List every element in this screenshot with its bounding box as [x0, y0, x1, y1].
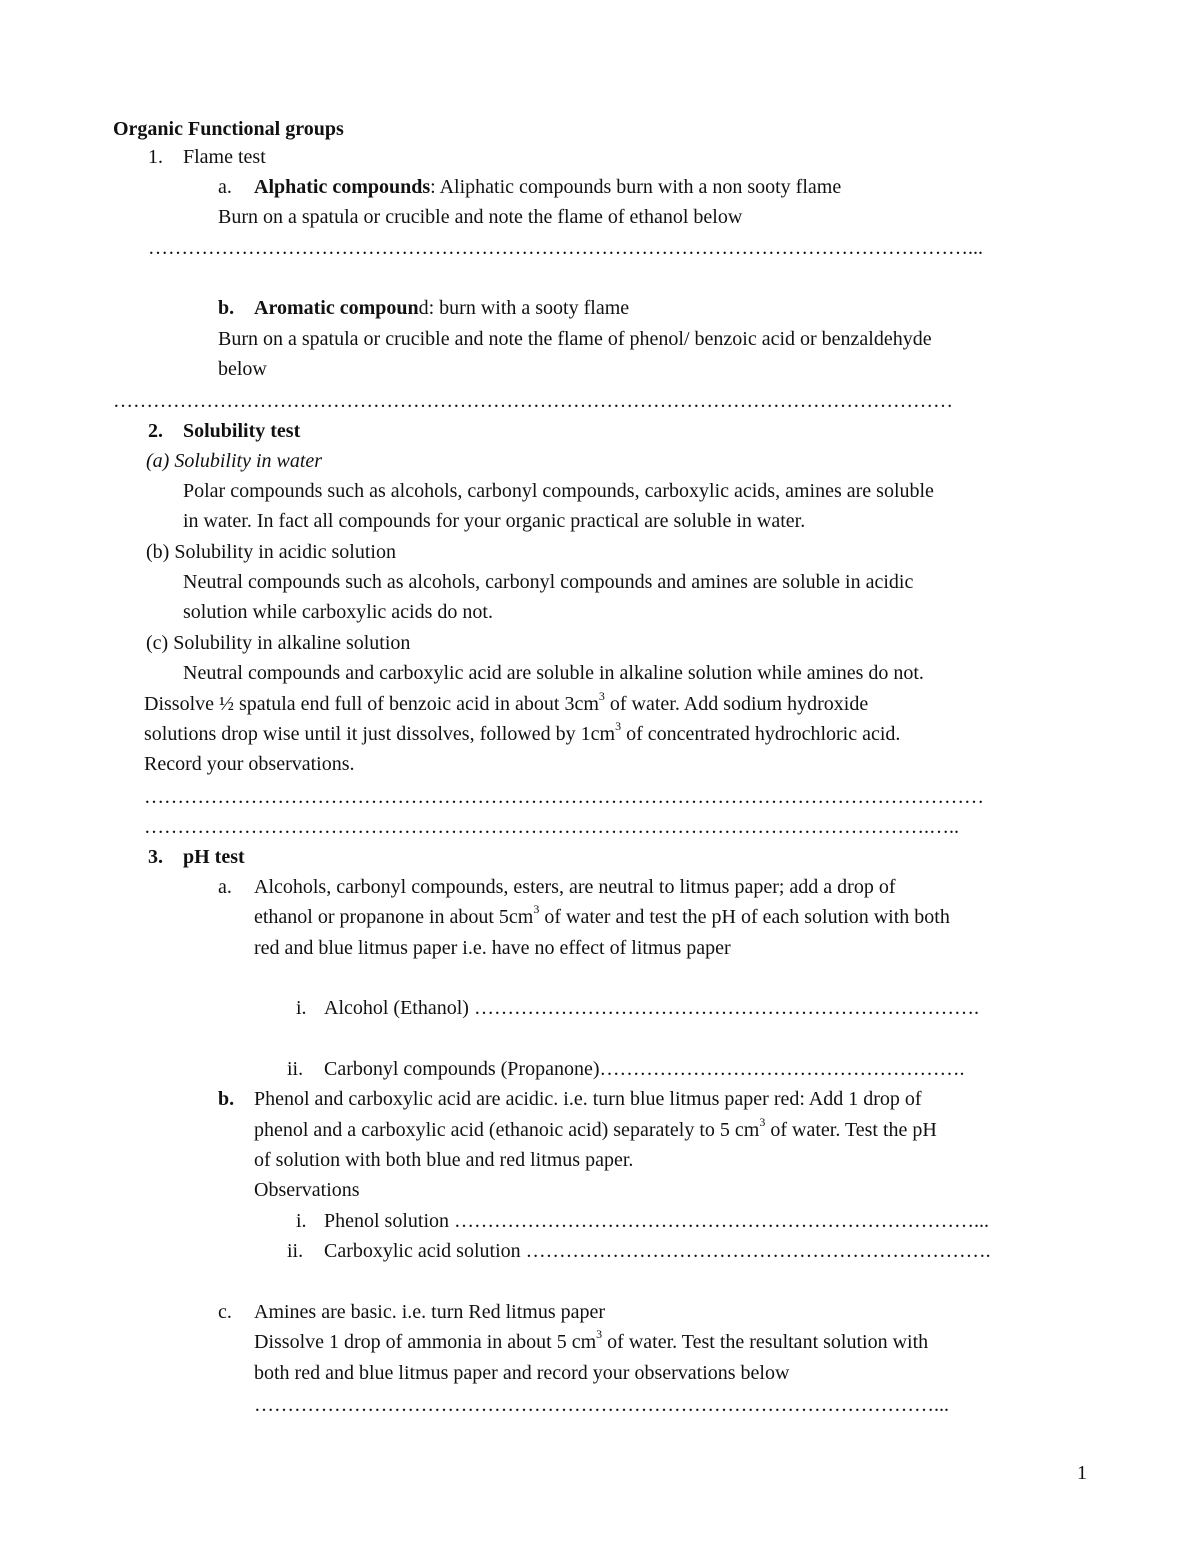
section-3b-i-marker: i. [296, 1210, 307, 1232]
section-2-procedure-2 [144, 719, 901, 746]
section-1b-instruction-cont: below [218, 358, 267, 380]
section-2a-text-2: in water. In fact all compounds for your organic practical are soluble in water. [183, 510, 806, 532]
section-3a-text-2a: ethanol or propanone in about 5cm [254, 906, 534, 928]
section-2b-text-1: Neutral compounds such as alcohols, carbonyl compounds and amines are soluble in acidic [183, 571, 914, 593]
section-3a-text-3: red and blue litmus paper i.e. have no effect of litmus paper [254, 937, 731, 959]
section-3-number: 3. [148, 846, 163, 868]
section-1a-term: Alphatic compounds [254, 176, 431, 198]
section-3a-ii-text: Carbonyl compounds (Propanone)………………………………………………. [324, 1058, 965, 1080]
section-3a-i-text: Alcohol (Ethanol) …………………………………………………………………. [324, 997, 979, 1019]
section-2c-text-1: Neutral compounds and carboxylic acid are soluble in alkaline solution while amines do not. [183, 662, 924, 684]
section-2b-label: (b) Solubility in acidic solution [146, 541, 396, 563]
section-2-heading: Solubility test [183, 420, 301, 442]
section-3b-marker: b. [218, 1088, 235, 1110]
section-3b-text-2a: phenol and a carboxylic acid (ethanoic acid) separately to 5 cm [254, 1119, 760, 1141]
section-3c-text-2b: of water. Test the resultant solution with [602, 1331, 929, 1353]
section-1a-text [254, 175, 841, 199]
section-3-heading: pH test [183, 846, 245, 868]
section-3a-text-2 [254, 902, 950, 929]
section-2-number: 2. [148, 420, 163, 442]
section-3a-marker: a. [218, 876, 232, 898]
section-3c-text-2 [254, 1327, 929, 1354]
section-3a-superscript: 3 [533, 902, 540, 917]
section-1b-answer-line: ……………………………………………………………………………………………………………… [113, 390, 953, 412]
section-3b-text-2b: of water. Test the pH [765, 1119, 937, 1141]
section-1-number: 1. [148, 146, 163, 168]
section-2b-text-2: solution while carboxylic acids do not. [183, 601, 493, 623]
section-1b-description: d: burn with a sooty flame [418, 297, 630, 319]
section-2c-label: (c) Solubility in alkaline solution [146, 632, 411, 654]
section-2a-text-1: Polar compounds such as alcohols, carbonyl compounds, carboxylic acids, amines are soluble [183, 480, 934, 502]
page-number: 1 [1077, 1462, 1087, 1484]
section-3b-ii-marker: ii. [287, 1240, 304, 1262]
section-2-procedure-3: Record your observations. [144, 753, 355, 775]
procedure-2-superscript: 3 [615, 719, 622, 734]
section-3c-text-1: Amines are basic. i.e. turn Red litmus paper [254, 1301, 606, 1323]
section-3c-marker: c. [218, 1301, 232, 1323]
procedure-1-text-b: of water. Add sodium hydroxide [604, 693, 869, 715]
procedure-2-text-b: of concentrated hydrochloric acid. [621, 723, 901, 745]
section-3a-text-2b: of water and test the pH of each solution with both [539, 906, 950, 928]
section-3b-text-1: Phenol and carboxylic acid are acidic. i.e. turn blue litmus paper red: Add 1 drop of [254, 1088, 922, 1110]
section-1a-description: : Aliphatic compounds burn with a non sooty flame [430, 176, 842, 198]
section-1b-term: Aromatic compoun [254, 297, 419, 319]
procedure-1-superscript: 3 [598, 689, 605, 704]
procedure-1-text-a: Dissolve ½ spatula end full of benzoic acid in about 3cm [144, 693, 599, 715]
section-1a-answer-line: ……………………………………………………………………………………………………………... [148, 237, 983, 259]
section-3c-text-2a: Dissolve 1 drop of ammonia in about 5 cm [254, 1331, 597, 1353]
section-3c-superscript: 3 [596, 1327, 603, 1342]
section-2-answer-line-2: ……………………………………………………………………………………………………….….. [144, 816, 959, 838]
section-2-procedure-1 [144, 689, 869, 716]
section-1b-text [254, 296, 629, 320]
section-3b-text-2 [254, 1115, 937, 1142]
section-1a-marker: a. [218, 176, 232, 198]
section-3b-text-3: of solution with both blue and red litmus paper. [254, 1149, 634, 1171]
section-3c-text-3: both red and blue litmus paper and record your observations below [254, 1362, 790, 1384]
section-1b-marker: b. [218, 297, 235, 319]
section-3a-text-1: Alcohols, carbonyl compounds, esters, are neutral to litmus paper; add a drop of [254, 876, 896, 898]
section-1-heading: Flame test [183, 146, 266, 168]
section-3c-answer-line: …………………………………………………………………………………………... [254, 1394, 949, 1416]
section-3b-superscript: 3 [759, 1115, 766, 1130]
section-2a-label: (a) Solubility in water [146, 450, 323, 472]
section-3b-ii-text: Carboxylic acid solution ……………………………………………………………. [324, 1240, 991, 1262]
section-3a-ii-marker: ii. [287, 1058, 304, 1080]
section-1b-instruction: Burn on a spatula or crucible and note the flame of phenol/ benzoic acid or benzaldehyde [218, 328, 932, 350]
section-2-answer-line-1: ……………………………………………………………………………………………………………… [144, 786, 984, 808]
document-title: Organic Functional groups [113, 118, 344, 140]
section-3a-i-marker: i. [296, 997, 307, 1019]
procedure-2-text-a: solutions drop wise until it just dissolves, followed by 1cm [144, 723, 616, 745]
section-3b-observations-label: Observations [254, 1179, 360, 1201]
section-1a-instruction: Burn on a spatula or crucible and note the flame of ethanol below [218, 206, 743, 228]
section-3b-i-text: Phenol solution ……………………………………………………………………... [324, 1210, 990, 1232]
